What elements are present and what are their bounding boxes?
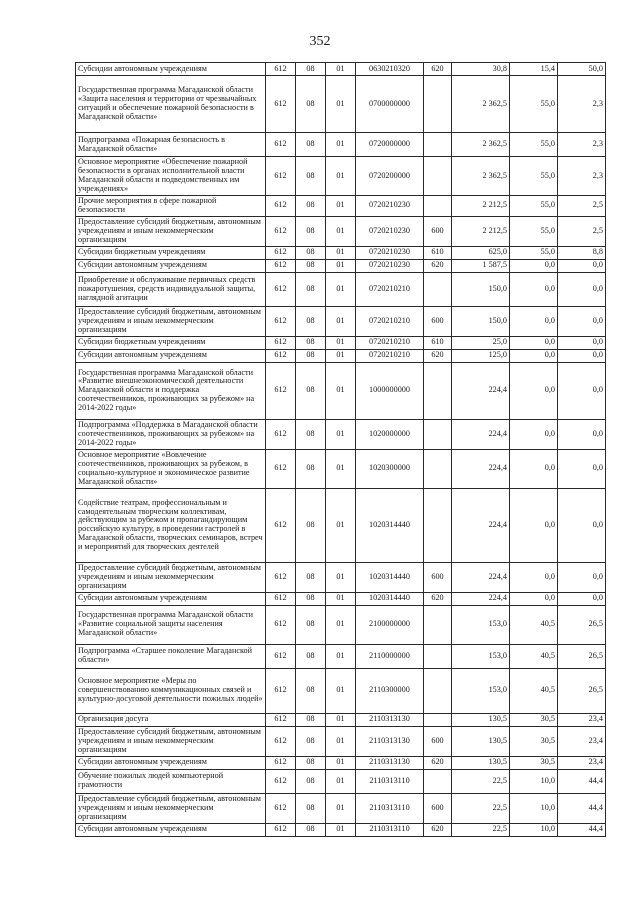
row-subsection: 01: [326, 769, 356, 793]
row-expense-type: 620: [424, 259, 452, 272]
table-row: [76, 605, 606, 644]
row-target-article: 1020314440: [356, 592, 424, 605]
row-subsection: 01: [326, 592, 356, 605]
row-expense-type: [424, 133, 452, 157]
row-actual: 0,0: [510, 562, 558, 592]
row-section: 08: [296, 419, 326, 449]
row-ministry: 612: [266, 63, 296, 76]
row-ministry: 612: [266, 562, 296, 592]
row-percent: 0,0: [558, 349, 606, 362]
row-actual: 40,5: [510, 644, 558, 668]
row-plan: 153,0: [452, 668, 510, 713]
row-target-article: 1020000000: [356, 419, 424, 449]
row-name: Подпрограмма «Пожарная безопасность в Магаданской области»: [76, 133, 266, 157]
row-name: Предоставление субсидий бюджетным, автономным учреждениям и иным некоммерческим организациям: [76, 562, 266, 592]
row-actual: 55,0: [510, 157, 558, 196]
row-plan: 125,0: [452, 349, 510, 362]
row-plan: 2 362,5: [452, 133, 510, 157]
row-actual: 0,0: [510, 419, 558, 449]
row-section: 08: [296, 562, 326, 592]
row-target-article: 1020300000: [356, 449, 424, 488]
row-subsection: 01: [326, 272, 356, 306]
table-row: [76, 216, 606, 246]
row-name: Основное мероприятие «Обеспечение пожарной безопасности в органах исполнительной власти Магаданской области и подведомственных им учреждениях»: [76, 157, 266, 196]
table-row: [76, 726, 606, 756]
row-subsection: 01: [326, 793, 356, 823]
row-subsection: 01: [326, 449, 356, 488]
row-name: Предоставление субсидий бюджетным, автономным учреждениям и иным некоммерческим организациям: [76, 216, 266, 246]
row-expense-type: 600: [424, 793, 452, 823]
row-name: Основное мероприятие «Вовлечение соотечественников, проживающих за рубежом, в социально-культурное и экономическое развитие Магаданской области»: [76, 449, 266, 488]
row-expense-type: 620: [424, 63, 452, 76]
table-row: [76, 449, 606, 488]
row-plan: 130,5: [452, 756, 510, 769]
row-ministry: 612: [266, 133, 296, 157]
table-row: [76, 793, 606, 823]
row-percent: 0,0: [558, 419, 606, 449]
table-row: [76, 769, 606, 793]
row-subsection: 01: [326, 605, 356, 644]
row-ministry: 612: [266, 823, 296, 836]
row-subsection: 01: [326, 246, 356, 259]
row-section: 08: [296, 726, 326, 756]
row-subsection: 01: [326, 349, 356, 362]
row-target-article: 2110300000: [356, 668, 424, 713]
row-section: 08: [296, 196, 326, 217]
row-actual: 0,0: [510, 449, 558, 488]
row-plan: 130,5: [452, 713, 510, 726]
row-actual: 0,0: [510, 259, 558, 272]
table-row: [76, 336, 606, 349]
row-name: Субсидии автономным учреждениям: [76, 63, 266, 76]
row-name: Подпрограмма «Старшее поколение Магаданской области»: [76, 644, 266, 668]
row-target-article: 0720210210: [356, 349, 424, 362]
row-ministry: 612: [266, 76, 296, 133]
row-target-article: 1020314440: [356, 488, 424, 562]
row-plan: 22,5: [452, 793, 510, 823]
row-percent: 2,5: [558, 196, 606, 217]
row-section: 08: [296, 769, 326, 793]
row-section: 08: [296, 216, 326, 246]
row-target-article: 2100000000: [356, 605, 424, 644]
row-section: 08: [296, 605, 326, 644]
row-percent: 2,5: [558, 216, 606, 246]
table-row: [76, 362, 606, 419]
row-expense-type: [424, 362, 452, 419]
row-actual: 55,0: [510, 246, 558, 259]
row-percent: 2,3: [558, 133, 606, 157]
page-number: 352: [309, 34, 331, 49]
row-section: 08: [296, 63, 326, 76]
row-actual: 15,4: [510, 63, 558, 76]
table-row: [76, 272, 606, 306]
row-section: 08: [296, 76, 326, 133]
row-section: 08: [296, 668, 326, 713]
row-plan: 2 362,5: [452, 157, 510, 196]
row-target-article: 0720210230: [356, 259, 424, 272]
row-name: Субсидии бюджетным учреждениям: [76, 336, 266, 349]
row-ministry: 612: [266, 349, 296, 362]
row-name: Приобретение и обслуживание первичных средств пожаротушения, средств индивидуальной защиты, наглядной агитации: [76, 272, 266, 306]
row-actual: 55,0: [510, 133, 558, 157]
row-plan: 224,4: [452, 592, 510, 605]
row-subsection: 01: [326, 133, 356, 157]
row-target-article: 1000000000: [356, 362, 424, 419]
row-plan: 1 587,5: [452, 259, 510, 272]
table-row: [76, 756, 606, 769]
row-section: 08: [296, 157, 326, 196]
row-ministry: 612: [266, 769, 296, 793]
row-percent: 44,4: [558, 823, 606, 836]
row-target-article: 2110313130: [356, 726, 424, 756]
row-section: 08: [296, 713, 326, 726]
row-percent: 26,5: [558, 668, 606, 713]
row-actual: 30,5: [510, 726, 558, 756]
row-expense-type: 600: [424, 216, 452, 246]
row-percent: 0,0: [558, 362, 606, 419]
row-percent: 44,4: [558, 793, 606, 823]
row-actual: 0,0: [510, 336, 558, 349]
row-plan: 2 212,5: [452, 216, 510, 246]
row-expense-type: [424, 157, 452, 196]
row-section: 08: [296, 823, 326, 836]
row-target-article: 0720210230: [356, 196, 424, 217]
row-expense-type: 620: [424, 349, 452, 362]
row-ministry: 612: [266, 246, 296, 259]
row-ministry: 612: [266, 488, 296, 562]
row-actual: 55,0: [510, 76, 558, 133]
row-expense-type: 610: [424, 336, 452, 349]
row-actual: 0,0: [510, 306, 558, 336]
row-section: 08: [296, 449, 326, 488]
table-row: [76, 63, 606, 76]
row-percent: 0,0: [558, 562, 606, 592]
row-actual: 40,5: [510, 668, 558, 713]
row-plan: 30,8: [452, 63, 510, 76]
row-subsection: 01: [326, 713, 356, 726]
row-ministry: 612: [266, 196, 296, 217]
row-subsection: 01: [326, 157, 356, 196]
budget-table: [75, 62, 606, 837]
row-expense-type: [424, 449, 452, 488]
row-plan: 625,0: [452, 246, 510, 259]
row-expense-type: 600: [424, 562, 452, 592]
row-expense-type: [424, 196, 452, 217]
row-plan: 22,5: [452, 769, 510, 793]
row-target-article: 1020314440: [356, 562, 424, 592]
row-percent: 0,0: [558, 336, 606, 349]
table-row: [76, 419, 606, 449]
row-target-article: 0720210210: [356, 306, 424, 336]
row-name: Субсидии бюджетным учреждениям: [76, 246, 266, 259]
table-row: [76, 349, 606, 362]
row-percent: 2,3: [558, 76, 606, 133]
row-plan: 2 362,5: [452, 76, 510, 133]
row-name: Государственная программа Магаданской области «Развитие социальной защиты населения Магаданской области»: [76, 605, 266, 644]
row-plan: 224,4: [452, 488, 510, 562]
row-ministry: 612: [266, 726, 296, 756]
row-section: 08: [296, 306, 326, 336]
row-name: Субсидии автономным учреждениям: [76, 592, 266, 605]
row-target-article: 2110313130: [356, 713, 424, 726]
row-percent: 23,4: [558, 726, 606, 756]
row-target-article: 0720200000: [356, 157, 424, 196]
row-plan: 224,4: [452, 419, 510, 449]
row-percent: 44,4: [558, 769, 606, 793]
row-section: 08: [296, 488, 326, 562]
row-subsection: 01: [326, 362, 356, 419]
row-target-article: 0720210230: [356, 246, 424, 259]
row-section: 08: [296, 336, 326, 349]
row-expense-type: 600: [424, 306, 452, 336]
row-ministry: 612: [266, 157, 296, 196]
row-percent: 50,0: [558, 63, 606, 76]
row-actual: 0,0: [510, 272, 558, 306]
row-plan: 2 212,5: [452, 196, 510, 217]
row-target-article: 0700000000: [356, 76, 424, 133]
row-subsection: 01: [326, 668, 356, 713]
row-actual: 10,0: [510, 793, 558, 823]
row-target-article: 0720000000: [356, 133, 424, 157]
row-subsection: 01: [326, 823, 356, 836]
row-ministry: 612: [266, 449, 296, 488]
row-ministry: 612: [266, 216, 296, 246]
row-actual: 0,0: [510, 362, 558, 419]
row-ministry: 612: [266, 306, 296, 336]
row-ministry: 612: [266, 644, 296, 668]
row-subsection: 01: [326, 488, 356, 562]
row-subsection: 01: [326, 756, 356, 769]
row-percent: 0,0: [558, 306, 606, 336]
row-target-article: 0720210210: [356, 272, 424, 306]
row-section: 08: [296, 793, 326, 823]
row-target-article: 2110313110: [356, 793, 424, 823]
table-row: [76, 488, 606, 562]
table-row: [76, 668, 606, 713]
row-actual: 10,0: [510, 769, 558, 793]
table-row: [76, 713, 606, 726]
row-subsection: 01: [326, 196, 356, 217]
row-ministry: 612: [266, 713, 296, 726]
row-name: Предоставление субсидий бюджетным, автономным учреждениям и иным некоммерческим организациям: [76, 793, 266, 823]
row-expense-type: [424, 644, 452, 668]
row-ministry: 612: [266, 592, 296, 605]
row-section: 08: [296, 592, 326, 605]
table-row: [76, 592, 606, 605]
row-subsection: 01: [326, 63, 356, 76]
table-row: [76, 259, 606, 272]
row-percent: 23,4: [558, 756, 606, 769]
row-name: Предоставление субсидий бюджетным, автономным учреждениям и иным некоммерческим организациям: [76, 726, 266, 756]
table-row: [76, 246, 606, 259]
row-actual: 55,0: [510, 216, 558, 246]
row-actual: 30,5: [510, 713, 558, 726]
row-target-article: 0630210320: [356, 63, 424, 76]
row-name: Субсидии автономным учреждениям: [76, 259, 266, 272]
row-percent: 0,0: [558, 259, 606, 272]
row-target-article: 2110313110: [356, 769, 424, 793]
table-row: [76, 562, 606, 592]
row-percent: 2,3: [558, 157, 606, 196]
table-row: [76, 133, 606, 157]
row-expense-type: [424, 605, 452, 644]
row-section: 08: [296, 362, 326, 419]
row-section: 08: [296, 133, 326, 157]
row-percent: 8,8: [558, 246, 606, 259]
row-expense-type: [424, 769, 452, 793]
row-percent: 0,0: [558, 272, 606, 306]
table-row: [76, 823, 606, 836]
row-name: Государственная программа Магаданской области «Развитие внешнеэкономической деятельности Магаданской области и поддержка соотечественников, проживающих за рубежом» на 2014-2022 годы»: [76, 362, 266, 419]
row-actual: 10,0: [510, 823, 558, 836]
row-actual: 0,0: [510, 592, 558, 605]
row-plan: 153,0: [452, 605, 510, 644]
row-section: 08: [296, 644, 326, 668]
row-plan: 224,4: [452, 362, 510, 419]
row-ministry: 612: [266, 362, 296, 419]
row-ministry: 612: [266, 793, 296, 823]
row-name: Организация досуга: [76, 713, 266, 726]
row-expense-type: [424, 488, 452, 562]
row-expense-type: [424, 272, 452, 306]
row-expense-type: 610: [424, 246, 452, 259]
row-plan: 150,0: [452, 306, 510, 336]
row-subsection: 01: [326, 336, 356, 349]
row-section: 08: [296, 259, 326, 272]
row-target-article: 0720210230: [356, 216, 424, 246]
row-ministry: 612: [266, 419, 296, 449]
row-actual: 30,5: [510, 756, 558, 769]
row-percent: 0,0: [558, 592, 606, 605]
table-row: [76, 76, 606, 133]
row-plan: 22,5: [452, 823, 510, 836]
row-ministry: 612: [266, 272, 296, 306]
row-name: Предоставление субсидий бюджетным, автономным учреждениям и иным некоммерческим организациям: [76, 306, 266, 336]
row-expense-type: 620: [424, 756, 452, 769]
row-target-article: 0720210210: [356, 336, 424, 349]
row-percent: 26,5: [558, 644, 606, 668]
row-expense-type: [424, 76, 452, 133]
row-ministry: 612: [266, 668, 296, 713]
row-name: Обучение пожилых людей компьютерной грамотности: [76, 769, 266, 793]
row-plan: 224,4: [452, 449, 510, 488]
row-plan: 224,4: [452, 562, 510, 592]
row-expense-type: 620: [424, 592, 452, 605]
row-subsection: 01: [326, 216, 356, 246]
row-subsection: 01: [326, 76, 356, 133]
row-ministry: 612: [266, 756, 296, 769]
row-plan: 150,0: [452, 272, 510, 306]
row-actual: 55,0: [510, 196, 558, 217]
row-percent: 0,0: [558, 488, 606, 562]
row-name: Государственная программа Магаданской области «Защита населения и территории от чрезвычайных ситуаций и обеспечение пожарной безопасности в Магаданской области»: [76, 76, 266, 133]
row-name: Подпрограмма «Поддержка в Магаданской области соотечественников, проживающих за рубежом» на 2014-2022 годы»: [76, 419, 266, 449]
row-name: Субсидии автономным учреждениям: [76, 349, 266, 362]
row-target-article: 2110313110: [356, 823, 424, 836]
row-name: Прочие мероприятия в сфере пожарной безопасности: [76, 196, 266, 217]
table-row: [76, 196, 606, 217]
row-subsection: 01: [326, 644, 356, 668]
table-row: [76, 644, 606, 668]
row-percent: 26,5: [558, 605, 606, 644]
row-expense-type: 600: [424, 726, 452, 756]
row-section: 08: [296, 349, 326, 362]
row-actual: 0,0: [510, 488, 558, 562]
row-section: 08: [296, 756, 326, 769]
row-target-article: 2110000000: [356, 644, 424, 668]
row-expense-type: [424, 668, 452, 713]
row-section: 08: [296, 272, 326, 306]
table-row: [76, 157, 606, 196]
row-percent: 0,0: [558, 449, 606, 488]
table-row: [76, 306, 606, 336]
row-subsection: 01: [326, 259, 356, 272]
row-target-article: 2110313130: [356, 756, 424, 769]
row-subsection: 01: [326, 419, 356, 449]
row-expense-type: 620: [424, 823, 452, 836]
row-section: 08: [296, 246, 326, 259]
row-plan: 130,5: [452, 726, 510, 756]
row-name: Субсидии автономным учреждениям: [76, 823, 266, 836]
row-expense-type: [424, 713, 452, 726]
row-subsection: 01: [326, 562, 356, 592]
row-percent: 23,4: [558, 713, 606, 726]
row-name: Субсидии автономным учреждениям: [76, 756, 266, 769]
row-subsection: 01: [326, 306, 356, 336]
row-actual: 40,5: [510, 605, 558, 644]
row-ministry: 612: [266, 605, 296, 644]
row-expense-type: [424, 419, 452, 449]
row-actual: 0,0: [510, 349, 558, 362]
row-subsection: 01: [326, 726, 356, 756]
row-ministry: 612: [266, 259, 296, 272]
row-name: Основное мероприятие «Меры по совершенствованию коммуникационных связей и культурно-досуговой деятельности пожилых людей»: [76, 668, 266, 713]
row-plan: 25,0: [452, 336, 510, 349]
row-name: Содействие театрам, профессиональным и самодеятельным творческим коллективам, действующим за рубежом и пропагандирующим российскую культуру, в проведении гастролей в Магаданской области, творческих семинаров, встреч и мероприятий для творческих деятелей: [76, 488, 266, 562]
row-plan: 153,0: [452, 644, 510, 668]
row-ministry: 612: [266, 336, 296, 349]
